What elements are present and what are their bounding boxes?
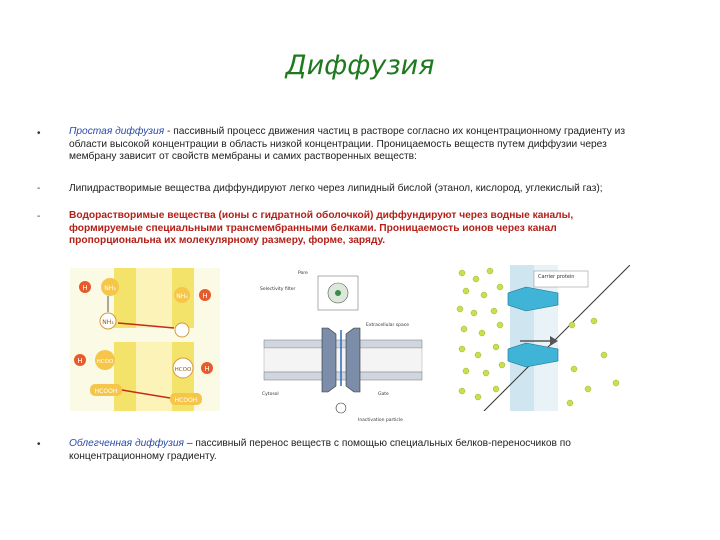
bullet-marker-4: • xyxy=(37,439,41,450)
ion-icon xyxy=(335,290,341,296)
simple-diffusion-text: - пассивный процесс движения частиц в растворе согласно их концентрационному градиенту из области высокой концентрации в область низкой концентрации. Проницаемость веществ путем диффузии через мембрану зависит от свойств мембраны и самих растворенных веществ: xyxy=(69,126,626,162)
label-h-2: H xyxy=(202,292,208,300)
membrane-core xyxy=(264,348,422,372)
label-pore: Pore xyxy=(298,271,308,276)
label-h-3: H xyxy=(77,357,83,365)
simple-diffusion-term: Простая диффузия xyxy=(69,126,165,137)
membrane-left-bottom xyxy=(114,342,136,411)
ion-diffusion-figure xyxy=(70,268,220,411)
membrane-top-leaflet xyxy=(264,340,422,348)
label-hcooh-2: HCOOH xyxy=(174,397,198,404)
label-inactivation-particle: Inactivation particle xyxy=(358,418,403,423)
water-soluble-paragraph: Водорастворимые вещества (ионы с гидратной оболочкой) диффундируют через водные каналы, формируемые специальными трансмембранными белками. Проницаемость ионов через канал пропорциональна их молекулярному размеру, форме, заряду. xyxy=(69,210,574,246)
bullet-marker-3: - xyxy=(37,211,41,222)
carrier-protein-figure xyxy=(454,265,630,411)
bullet-marker-1: • xyxy=(37,128,41,139)
lipid-soluble-paragraph: Липидрастворимые вещества диффундируют легко через липидный бислой (этанол, кислород, углекислый газ); xyxy=(69,183,603,194)
inactivation-particle-icon xyxy=(336,403,346,413)
label-h-4: H xyxy=(204,365,210,373)
label-h-1: H xyxy=(82,284,88,292)
bullet-marker-2: - xyxy=(37,183,41,194)
facilitated-diffusion-paragraph xyxy=(69,438,639,463)
label-gate: Gate xyxy=(378,392,389,397)
label-nh3-mid: NH₃ xyxy=(102,319,114,326)
label-extracellular-space: Extracellular space xyxy=(366,323,409,328)
membrane-core-bottom xyxy=(136,342,172,411)
label-cytosol: Cytosol xyxy=(262,392,279,397)
label-carrier-protein: Carrier protein xyxy=(538,274,575,280)
channel-protein-left xyxy=(322,328,336,392)
ammonia-icon xyxy=(175,323,189,337)
membrane-left-top xyxy=(114,268,136,328)
label-hcoo-2: HCOO xyxy=(174,367,192,373)
simple-diffusion-paragraph xyxy=(69,126,639,164)
label-hcoo-1: HCOO xyxy=(96,359,114,365)
label-selectivity-filter: Selectivity filter xyxy=(260,287,296,292)
channel-protein-right xyxy=(346,328,360,392)
facilitated-diffusion-term: Облегченная диффузия xyxy=(69,438,184,449)
membrane-band xyxy=(510,265,534,411)
label-nh4: NH₄ xyxy=(176,293,188,300)
membrane-core-top xyxy=(136,268,172,328)
page-title: Диффузия xyxy=(285,50,435,81)
membrane-bottom-leaflet xyxy=(264,372,422,380)
label-nh3-top: NH₃ xyxy=(104,285,116,292)
ion-channel-figure xyxy=(258,268,428,428)
facilitated-diffusion-text: – пассивный перенос веществ с помощью специальных белков-переносчиков по концентрационному градиенту. xyxy=(69,438,571,462)
label-hcooh-1: HCOOH xyxy=(94,388,118,395)
